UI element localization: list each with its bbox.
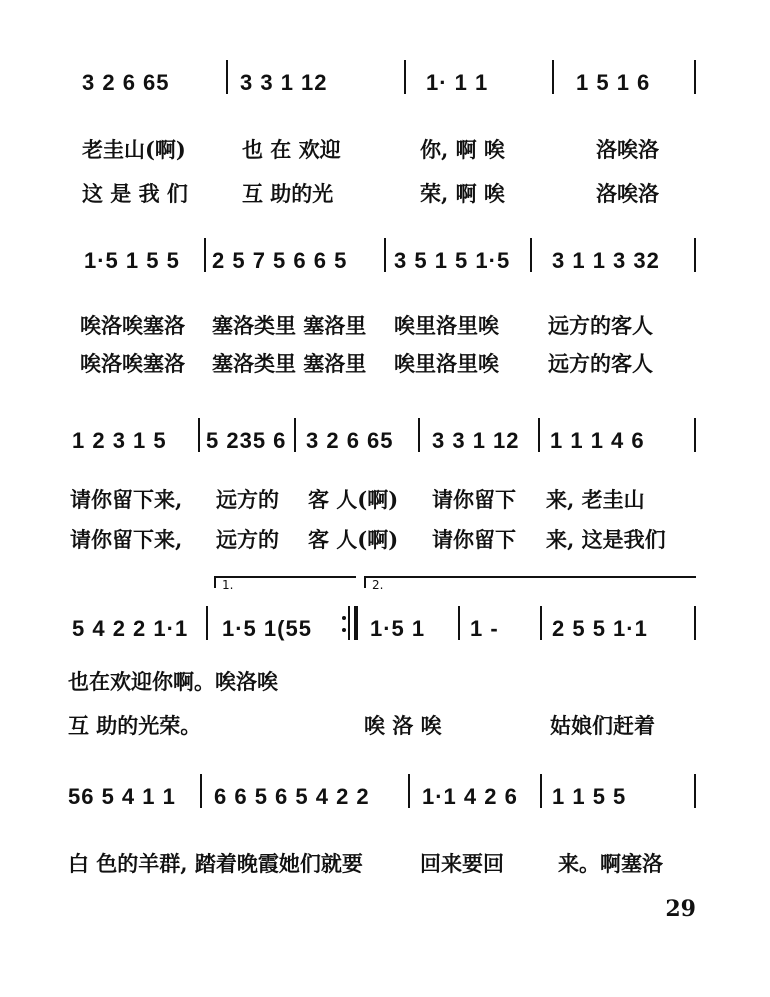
repeat-barline-thick (354, 606, 358, 640)
lyric: 互 助的光荣。 (68, 713, 202, 738)
notation-row-1 (0, 58, 770, 104)
lyric: 请你留下来, (70, 487, 183, 512)
barline (294, 418, 296, 452)
barline (694, 774, 696, 808)
barline (384, 238, 386, 272)
measure-3-2: 5 235 6 (206, 428, 287, 453)
lyric: 这 是 我 们 (82, 181, 188, 206)
measure-5-1: 56 5 4 1 1 (68, 784, 176, 809)
barline (418, 418, 420, 452)
lyric: 荣, 啊 唉 (420, 181, 505, 206)
lyric: 姑娘们赶着 (550, 713, 655, 738)
lyric: 洛唉洛 (596, 181, 659, 206)
measure-5-2: 6 6 5 6 5 4 2 2 (214, 784, 370, 809)
measure-4-4: 1 - (470, 616, 499, 641)
measure-4-3: 1·5 1 (370, 616, 426, 641)
lyric: 远方的客人 (548, 351, 653, 376)
lyric: 回来要回 (420, 851, 504, 876)
lyric: 唉 洛 唉 (364, 713, 442, 738)
barline (206, 606, 208, 640)
lyric: 唉里洛里唉 (394, 313, 499, 338)
volta-bracket-2 (364, 576, 696, 592)
barline (200, 774, 202, 808)
lyric: 互 助的光 (242, 181, 334, 206)
lyric: 来, 老圭山 (546, 487, 645, 512)
measure-3-4: 3 3 1 12 (432, 428, 520, 453)
measure-5-3: 1·1 4 2 6 (422, 784, 518, 809)
barline (226, 60, 228, 94)
lyric: 唉洛唉塞洛 (80, 313, 185, 338)
barline (694, 238, 696, 272)
barline (404, 60, 406, 94)
page-number: 29 (665, 896, 696, 922)
barline (198, 418, 200, 452)
lyric: 客 人(啊) (308, 527, 399, 552)
lyric: 来。啊塞洛 (558, 851, 663, 876)
volta-bracket-1 (214, 576, 356, 592)
notation-row-2 (0, 236, 770, 282)
volta-label-1: 1. (222, 578, 234, 592)
measure-2-3: 3 5 1 5 1·5 (394, 248, 511, 273)
lyric: 塞洛类里 塞洛里 (212, 351, 367, 376)
measure-4-2: 1·5 1(55 (222, 616, 312, 641)
measure-1-3: 1· 1 1 (426, 70, 489, 95)
barline (538, 418, 540, 452)
volta-label-2: 2. (372, 578, 384, 592)
lyric: 也 在 欢迎 (242, 137, 341, 162)
measure-3-1: 1 2 3 1 5 (72, 428, 167, 453)
barline (694, 418, 696, 452)
lyric: 远方的 (216, 487, 279, 512)
measure-1-1: 3 2 6 65 (82, 70, 170, 95)
barline (552, 60, 554, 94)
lyric: 远方的客人 (548, 313, 653, 338)
lyric: 塞洛类里 塞洛里 (212, 313, 367, 338)
repeat-barline (348, 606, 350, 640)
lyric: 你, 啊 唉 (420, 137, 505, 162)
lyric: 远方的 (216, 527, 279, 552)
lyric: 请你留下 (432, 527, 516, 552)
barline (694, 60, 696, 94)
lyric: 老圭山(啊) (82, 137, 186, 162)
repeat-dot (342, 628, 346, 632)
measure-3-5: 1 1 1 4 6 (550, 428, 645, 453)
barline (694, 606, 696, 640)
barline (540, 606, 542, 640)
measure-1-2: 3 3 1 12 (240, 70, 328, 95)
measure-4-1: 5 4 2 2 1·1 (72, 616, 189, 641)
lyric: 唉里洛里唉 (394, 351, 499, 376)
lyric: 也在欢迎你啊。唉洛唉 (68, 669, 278, 694)
measure-3-3: 3 2 6 65 (306, 428, 394, 453)
lyric: 洛唉洛 (596, 137, 659, 162)
measure-2-2: 2 5 7 5 6 6 5 (212, 248, 348, 273)
barline (204, 238, 206, 272)
notation-row-4 (0, 604, 770, 650)
lyric: 客 人(啊) (308, 487, 399, 512)
lyric: 来, 这是我们 (546, 527, 666, 552)
notation-row-3 (0, 416, 770, 462)
lyric: 请你留下 (432, 487, 516, 512)
lyric: 白 色的羊群, 踏着晚霞她们就要 (68, 851, 363, 876)
barline (408, 774, 410, 808)
barline (540, 774, 542, 808)
measure-1-4: 1 5 1 6 (576, 70, 651, 95)
measure-4-5: 2 5 5 1·1 (552, 616, 648, 641)
barline (458, 606, 460, 640)
barline (530, 238, 532, 272)
notation-row-5 (0, 772, 770, 818)
lyric: 唉洛唉塞洛 (80, 351, 185, 376)
measure-2-4: 3 1 1 3 32 (552, 248, 660, 273)
measure-5-4: 1 1 5 5 (552, 784, 627, 809)
measure-2-1: 1·5 1 5 5 (84, 248, 180, 273)
repeat-dot (342, 616, 346, 620)
lyric: 请你留下来, (70, 527, 183, 552)
